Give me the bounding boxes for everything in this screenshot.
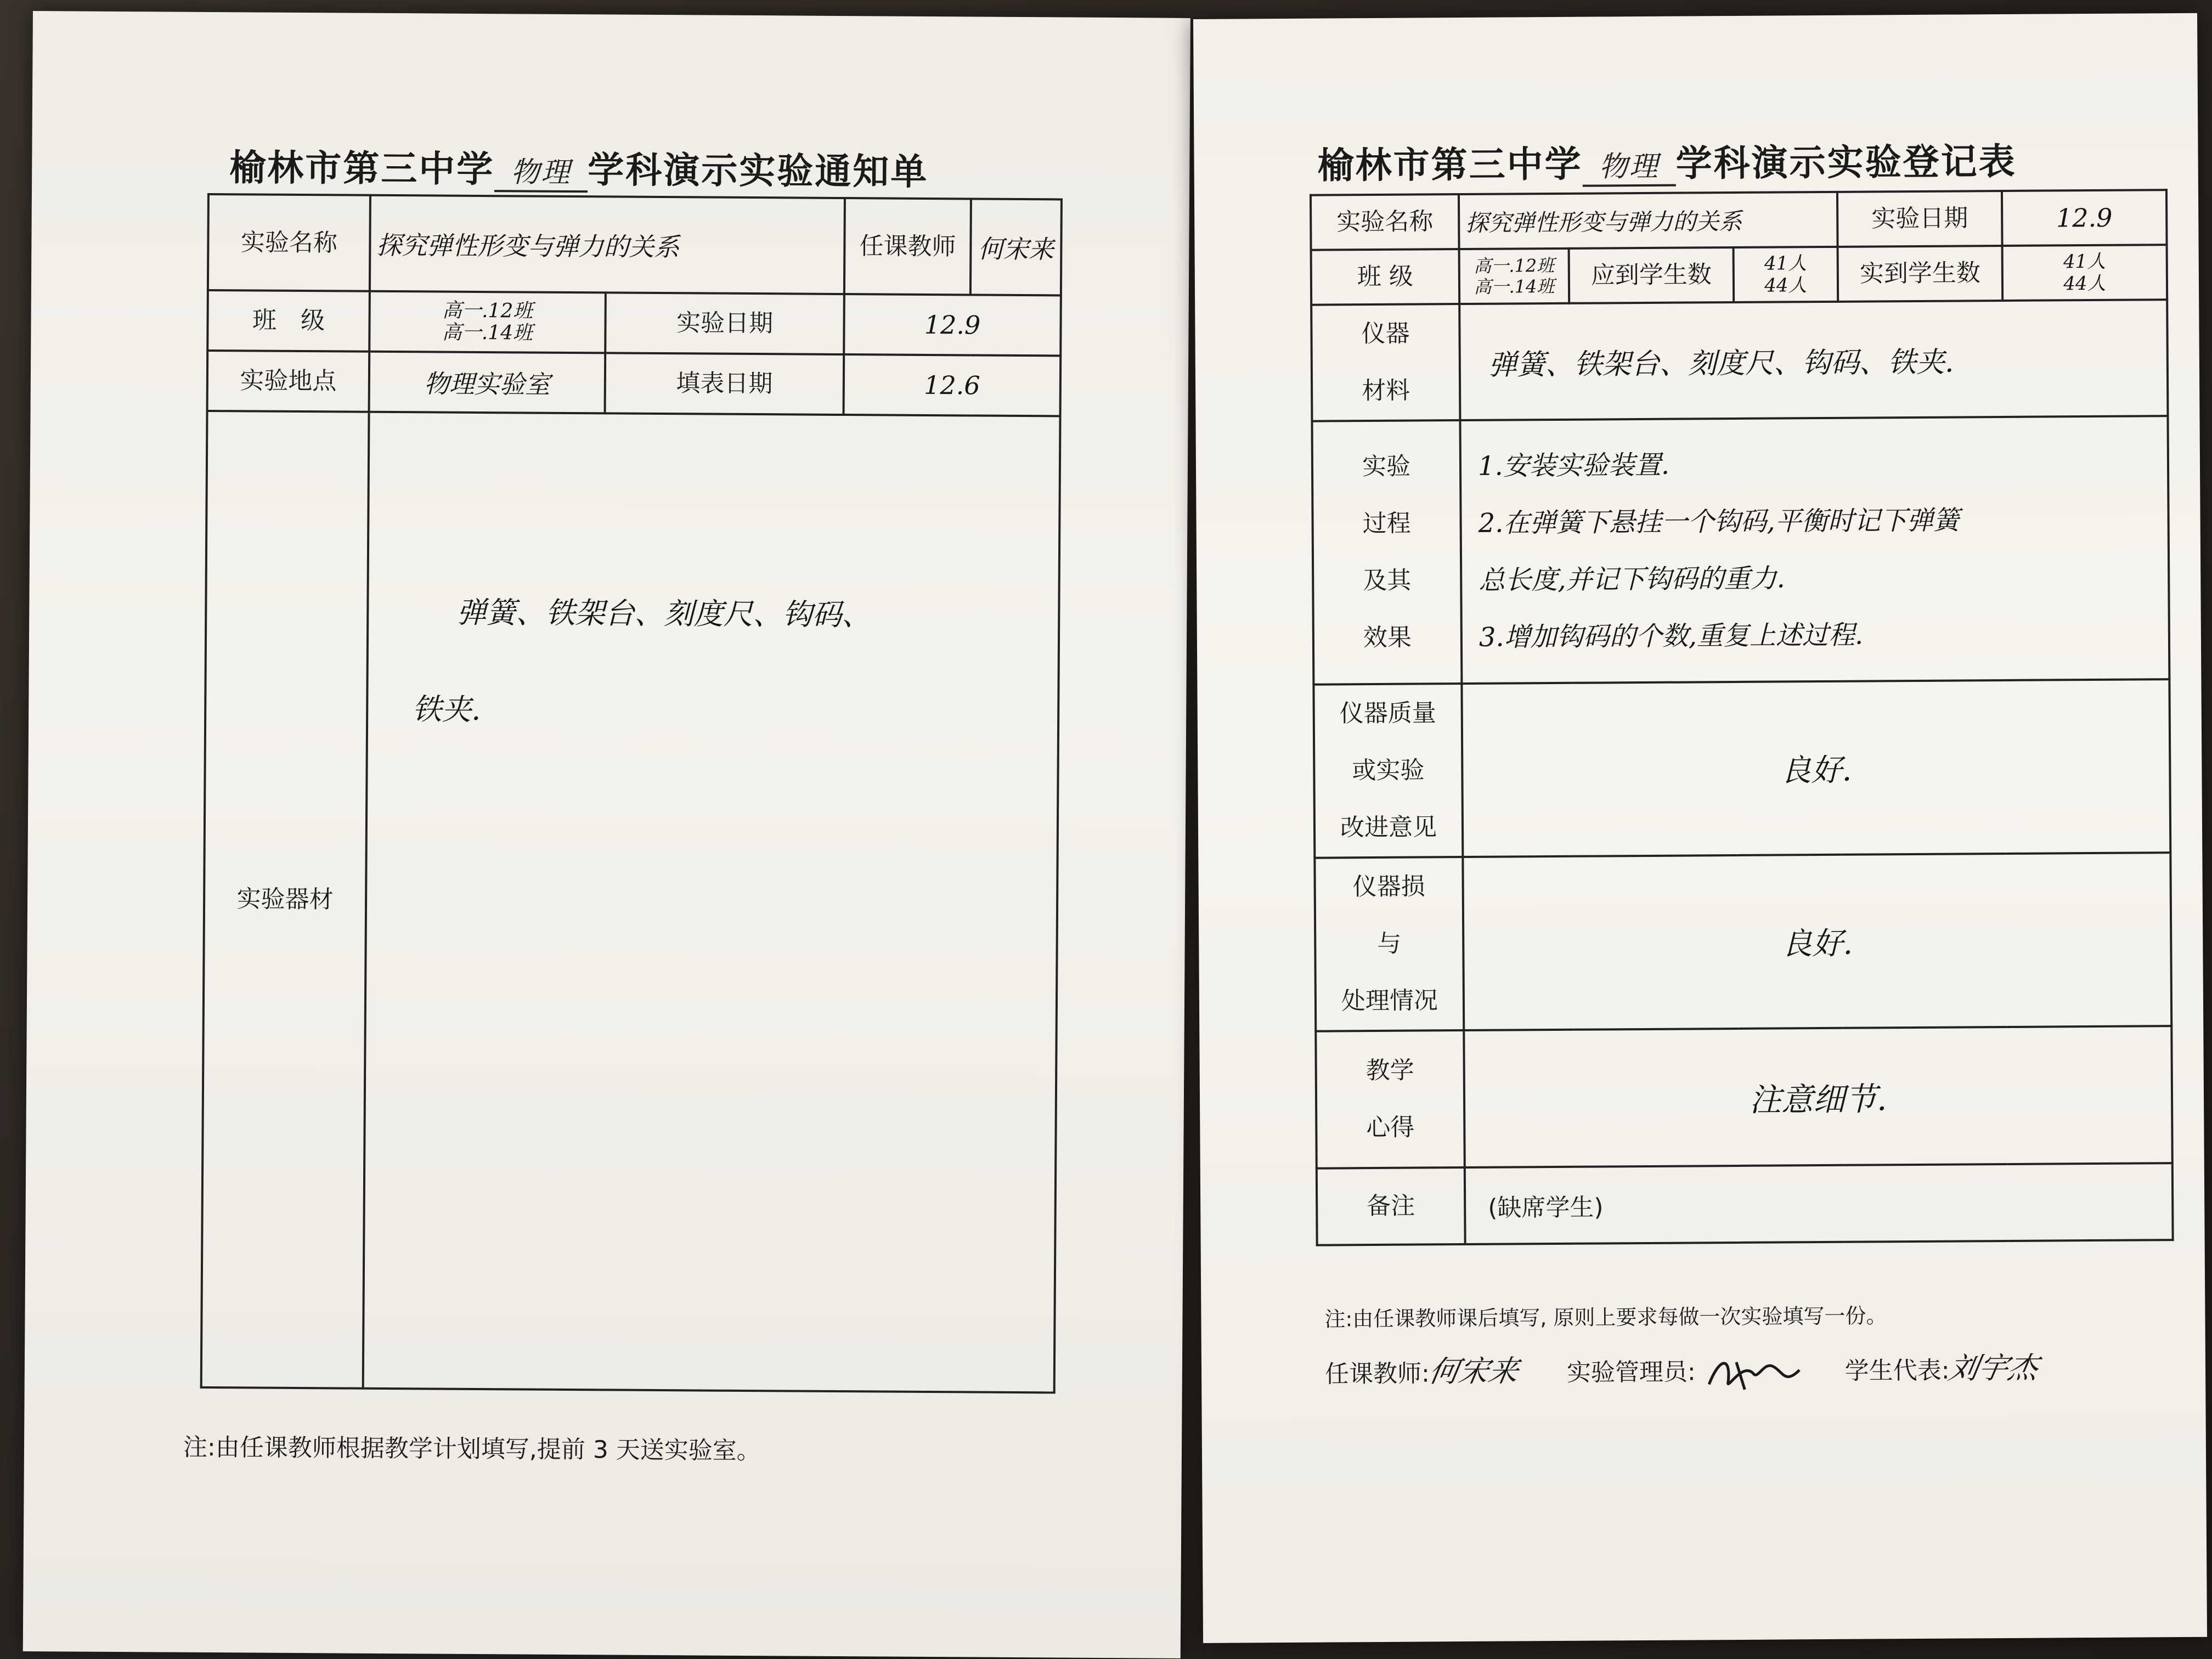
- expected-label: 应到学生数: [1569, 247, 1734, 303]
- experiment-name-label: 实验名称: [208, 194, 370, 291]
- equipment-value: 弹簧、铁架台、刻度尺、钩码、 铁夹.: [363, 412, 1060, 1393]
- remarks-value: (缺席学生): [1465, 1163, 2173, 1244]
- process-value: 1.安装实验装置. 2.在弹簧下悬挂一个钩码,平衡时记下弹簧 总长度,并记下钩码的重力. 3.增加钩码的个数,重复上述过程.: [1460, 416, 2169, 684]
- quality-value: 良好.: [1462, 679, 2170, 857]
- title-school: 榆林市第三中学: [229, 146, 495, 191]
- materials-value: 弹簧、铁架台、刻度尺、钩码、铁夹.: [1459, 300, 2168, 420]
- damage-value: 良好.: [1463, 853, 2171, 1030]
- register-footer-note: 注:由任课教师课后填写, 原则上要求每做一次实验填写一份。: [1324, 1304, 1887, 1331]
- actual-value: 41人 44人: [2002, 245, 2168, 301]
- class-label: 班 级: [1311, 249, 1460, 305]
- remarks-label: 备注: [1317, 1167, 1465, 1245]
- process-label: 实验 过程 及其 效果: [1312, 420, 1462, 685]
- sig-teacher-label: 任课教师:: [1324, 1359, 1430, 1389]
- exp-date-value: 12.9: [844, 294, 1061, 356]
- location-label: 实验地点: [207, 351, 370, 412]
- damage-label: 仪器损 与 处理情况: [1314, 857, 1464, 1031]
- exp-date-label: 实验日期: [605, 292, 844, 354]
- experiment-name-value: 探究弹性形变与弹力的关系: [1459, 192, 1838, 249]
- sig-student-label: 学生代表:: [1844, 1356, 1950, 1385]
- equipment-label: 实验器材: [201, 411, 369, 1389]
- sig-manager-label: 实验管理员:: [1566, 1358, 1696, 1387]
- title-subject: 物理: [1582, 143, 1675, 187]
- exp-date-value: 12.9: [2002, 190, 2167, 246]
- signature-row: [1325, 1345, 2039, 1398]
- materials-label: 仪器 材料: [1311, 304, 1460, 421]
- teacher-label: 任课教师: [844, 198, 971, 295]
- class-label: 班 级: [207, 290, 370, 352]
- title-suffix: 学科演示实验登记表: [1675, 140, 2017, 185]
- location-value: 物理实验室: [369, 352, 606, 414]
- register-form-sheet: [1193, 13, 2207, 1643]
- class-value: 高一.12班 高一.14班: [369, 291, 606, 353]
- title-school: 榆林市第三中学: [1317, 143, 1583, 187]
- notice-footer-note: 注:由任课教师根据教学计划填写,提前 3 天送实验室。: [183, 1433, 761, 1465]
- title-suffix: 学科演示实验通知单: [588, 149, 929, 193]
- register-form-title: [1317, 132, 2017, 189]
- title-subject: 物理: [494, 149, 588, 193]
- teacher-value: 何宋来: [970, 199, 1062, 295]
- sig-teacher-value: 何宋来: [1426, 1353, 1521, 1389]
- register-form-table: [1310, 189, 2174, 1246]
- notice-form-sheet: [23, 11, 1190, 1658]
- class-value: 高一.12班 高一.14班: [1459, 249, 1570, 304]
- experiment-name-label: 实验名称: [1311, 194, 1459, 250]
- sig-student-value: 刘宇杰: [1946, 1350, 2041, 1386]
- insight-value: 注意细节.: [1464, 1026, 2172, 1167]
- notice-form-title: [229, 138, 929, 195]
- insight-label: 教学 心得: [1316, 1030, 1465, 1169]
- expected-value: 41人 44人: [1734, 247, 1838, 302]
- quality-label: 仪器质量 或实验 改进意见: [1313, 684, 1463, 858]
- exp-date-label: 实验日期: [1837, 191, 2002, 247]
- experiment-name-value: 探究弹性形变与弹力的关系: [370, 195, 845, 294]
- manager-signature-scribble: [1703, 1351, 1813, 1395]
- actual-label: 实到学生数: [1838, 246, 2003, 302]
- fill-date-label: 填表日期: [605, 353, 844, 415]
- fill-date-value: 12.6: [844, 354, 1061, 416]
- notice-form-table: [200, 193, 1063, 1393]
